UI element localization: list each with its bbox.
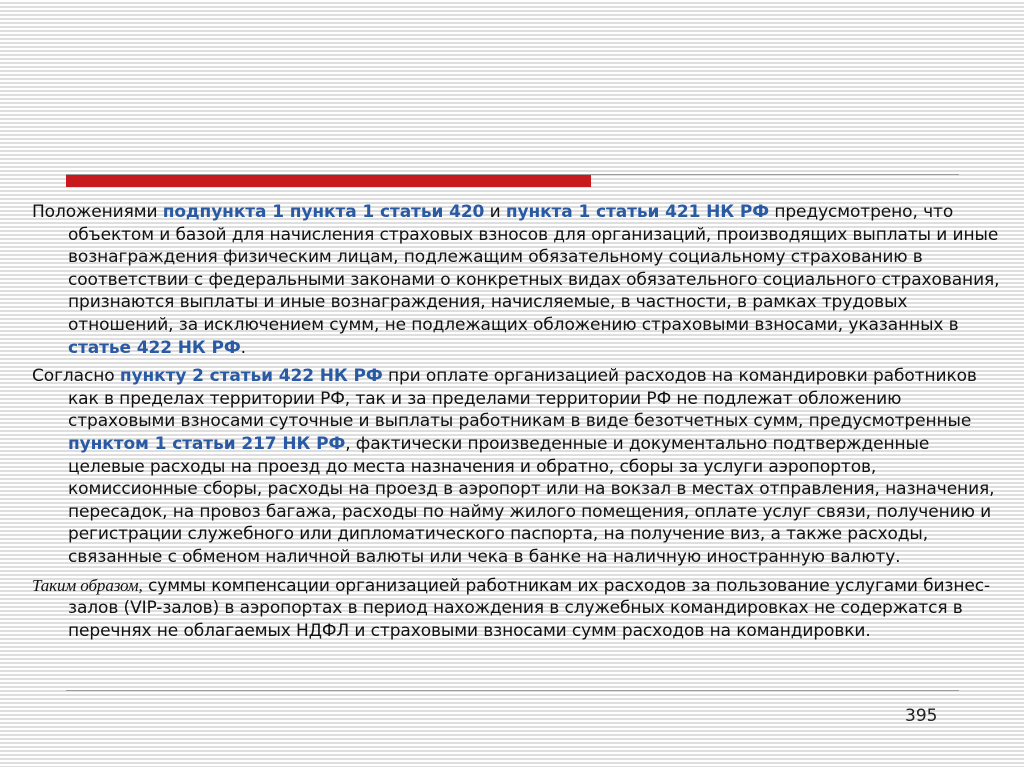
- decorative-red-bar: [66, 174, 591, 187]
- paragraph-2-text-3: , фактически произведенные и документально подтвержденные целевые расходы на проезд до места назначения и обратно, сборы за услуги аэропортов, комиссионные сборы, расходы на проезд в аэропорт или на вокзал в местах отправления, назначения, пересадок, на провоз багажа, расходы по найму жилого помещения, оплате услуг связи, получению и регистрации служебного или дипломатического паспорта, на получение виз, а также расходы, связанные с обменом наличной валюты или чека в банке на наличную иностранную валюту.: [68, 433, 995, 567]
- paragraph-1-text-1: Положениями: [32, 202, 163, 222]
- paragraph-1-text-2: и: [484, 202, 506, 222]
- link-subpoint-1-point-1-article-420[interactable]: подпункта 1 пункта 1 статьи 420: [162, 202, 485, 222]
- paragraph-1-text-4: .: [240, 337, 246, 358]
- paragraph-2-text-1: Согласно: [32, 366, 120, 387]
- paragraph-3-italic-lead: Таким образом,: [32, 575, 143, 595]
- link-point-2-article-422[interactable]: пункту 2 статьи 422 НК РФ: [119, 366, 383, 387]
- slide-content: [32, 201, 1010, 648]
- paragraph-3: [32, 575, 1010, 643]
- paragraph-2-text-2: при оплате организацией расходов на командировки работников как в пределах территории РФ, так и за пределами территории РФ не подлежат обложению страховыми взносами суточные и выплаты работникам в виде безотчетных сумм, предусмотренные: [68, 366, 977, 432]
- link-article-422[interactable]: статье 422 НК РФ: [68, 337, 241, 358]
- link-point-1-article-217[interactable]: пунктом 1 статьи 217 НК РФ: [68, 433, 346, 454]
- page-number: 395: [905, 706, 938, 726]
- bottom-rule: [66, 690, 959, 691]
- link-point-1-article-421[interactable]: пункта 1 статьи 421 НК РФ: [505, 202, 770, 222]
- paragraph-1: [32, 201, 1010, 359]
- paragraph-1-text-3: предусмотрено, что объектом и базой для начисления страховых взносов для организаций, производящих выплаты и иные вознаграждения физическим лицам, подлежащим обязательному социальному страхованию в соответствии с федеральными законами о конкретных видах обязательного социального страхования, признаются выплаты и иные вознаграждения, начисляемые, в частности, в рамках трудовых отношений, за исключением сумм, не подлежащих обложению страховыми взносами, указанных в: [68, 202, 1000, 335]
- paragraph-2: [32, 365, 1010, 568]
- paragraph-3-text-1: суммы компенсации организацией работникам их расходов за пользование услугами бизнес-залов (VIP-залов) в аэропортах в период нахождения в служебных командировках не содержатся в перечнях не облагаемых НДФЛ и страховыми взносами сумм расходов на командировки.: [68, 575, 991, 641]
- top-rule: [66, 174, 959, 175]
